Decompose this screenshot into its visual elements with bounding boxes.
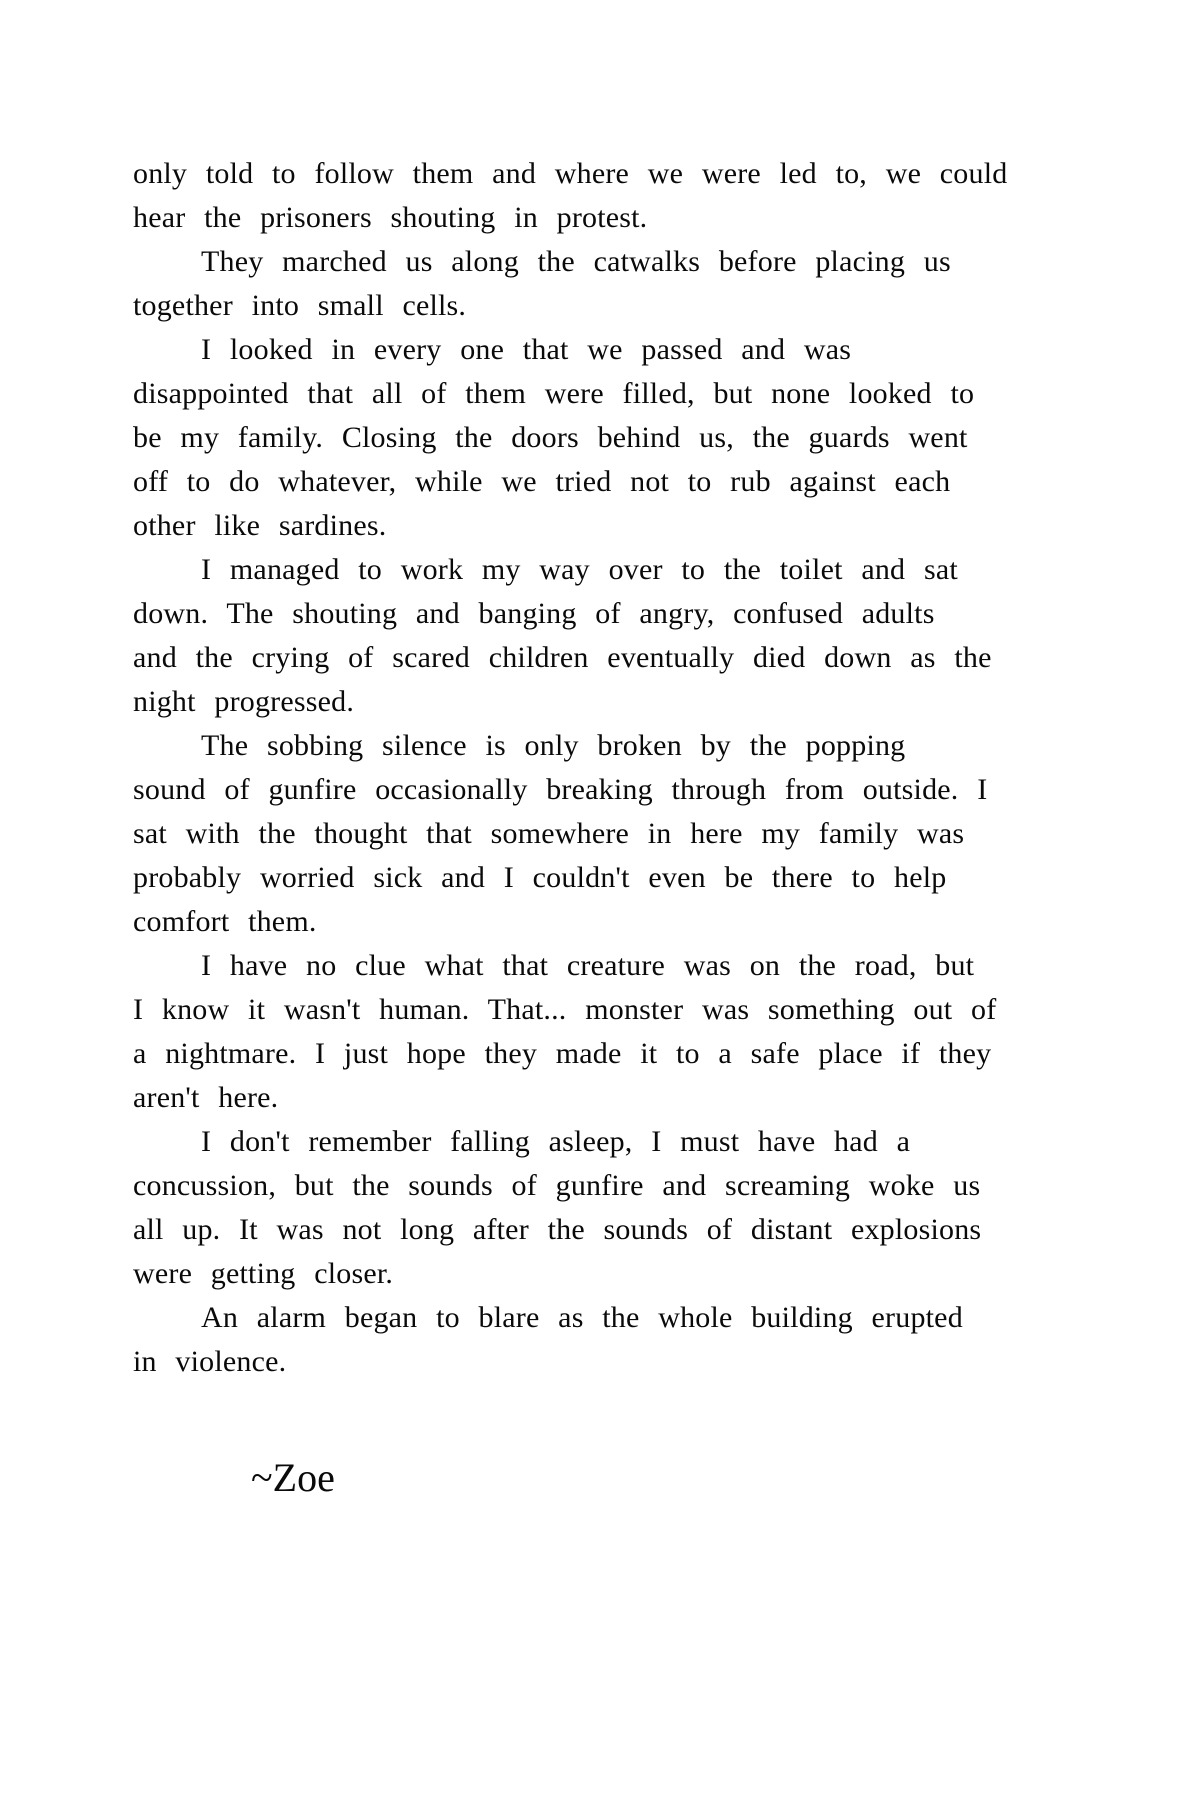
- text-line: I managed to work my way over to the toilet and sat: [201, 553, 958, 586]
- signature: ~Zoe: [251, 1455, 335, 1500]
- text-line: together into small cells.: [133, 289, 467, 322]
- text-line: a nightmare. I just hope they made it to a safe place if they: [133, 1037, 992, 1070]
- text-line: I have no clue what that creature was on the road, but: [201, 949, 975, 982]
- paragraph: [133, 724, 1050, 944]
- paragraph: [133, 152, 1050, 240]
- text-line: in violence.: [133, 1345, 287, 1378]
- text-line: only told to follow them and where we were led to, we could: [133, 157, 1008, 190]
- paragraph: [133, 240, 1050, 328]
- text-line: probably worried sick and I couldn't even be there to help: [133, 861, 947, 894]
- text-line: An alarm began to blare as the whole building erupted: [201, 1301, 963, 1334]
- text-line: off to do whatever, while we tried not to rub against each: [133, 465, 951, 498]
- paragraph: [133, 944, 1050, 1120]
- text-line: comfort them.: [133, 905, 317, 938]
- text-line: concussion, but the sounds of gunfire and screaming woke us: [133, 1169, 981, 1202]
- text-line: all up. It was not long after the sounds of distant explosions: [133, 1213, 982, 1246]
- text-line: sound of gunfire occasionally breaking through from outside. I: [133, 773, 988, 806]
- text-line: I know it wasn't human. That... monster was something out of: [133, 993, 997, 1026]
- text-line: other like sardines.: [133, 509, 387, 542]
- text-line: I don't remember falling asleep, I must have had a: [201, 1125, 911, 1158]
- text-line: disappointed that all of them were filled, but none looked to: [133, 377, 975, 410]
- paragraph: [133, 548, 1050, 724]
- paragraph: [133, 1296, 1050, 1384]
- text-line: were getting closer.: [133, 1257, 394, 1290]
- paragraph: [133, 1120, 1050, 1296]
- text-line: aren't here.: [133, 1081, 279, 1114]
- text-line: sat with the thought that somewhere in here my family was: [133, 817, 965, 850]
- text-line: night progressed.: [133, 685, 355, 718]
- text-line: hear the prisoners shouting in protest.: [133, 201, 648, 234]
- text-line: The sobbing silence is only broken by the popping: [201, 729, 906, 762]
- paragraph: [133, 328, 1050, 548]
- text-line: be my family. Closing the doors behind us, the guards went: [133, 421, 968, 454]
- text-line: I looked in every one that we passed and was: [201, 333, 852, 366]
- text-line: and the crying of scared children eventually died down as the: [133, 641, 992, 674]
- text-line: They marched us along the catwalks before placing us: [201, 245, 951, 278]
- text-line: down. The shouting and banging of angry, confused adults: [133, 597, 935, 630]
